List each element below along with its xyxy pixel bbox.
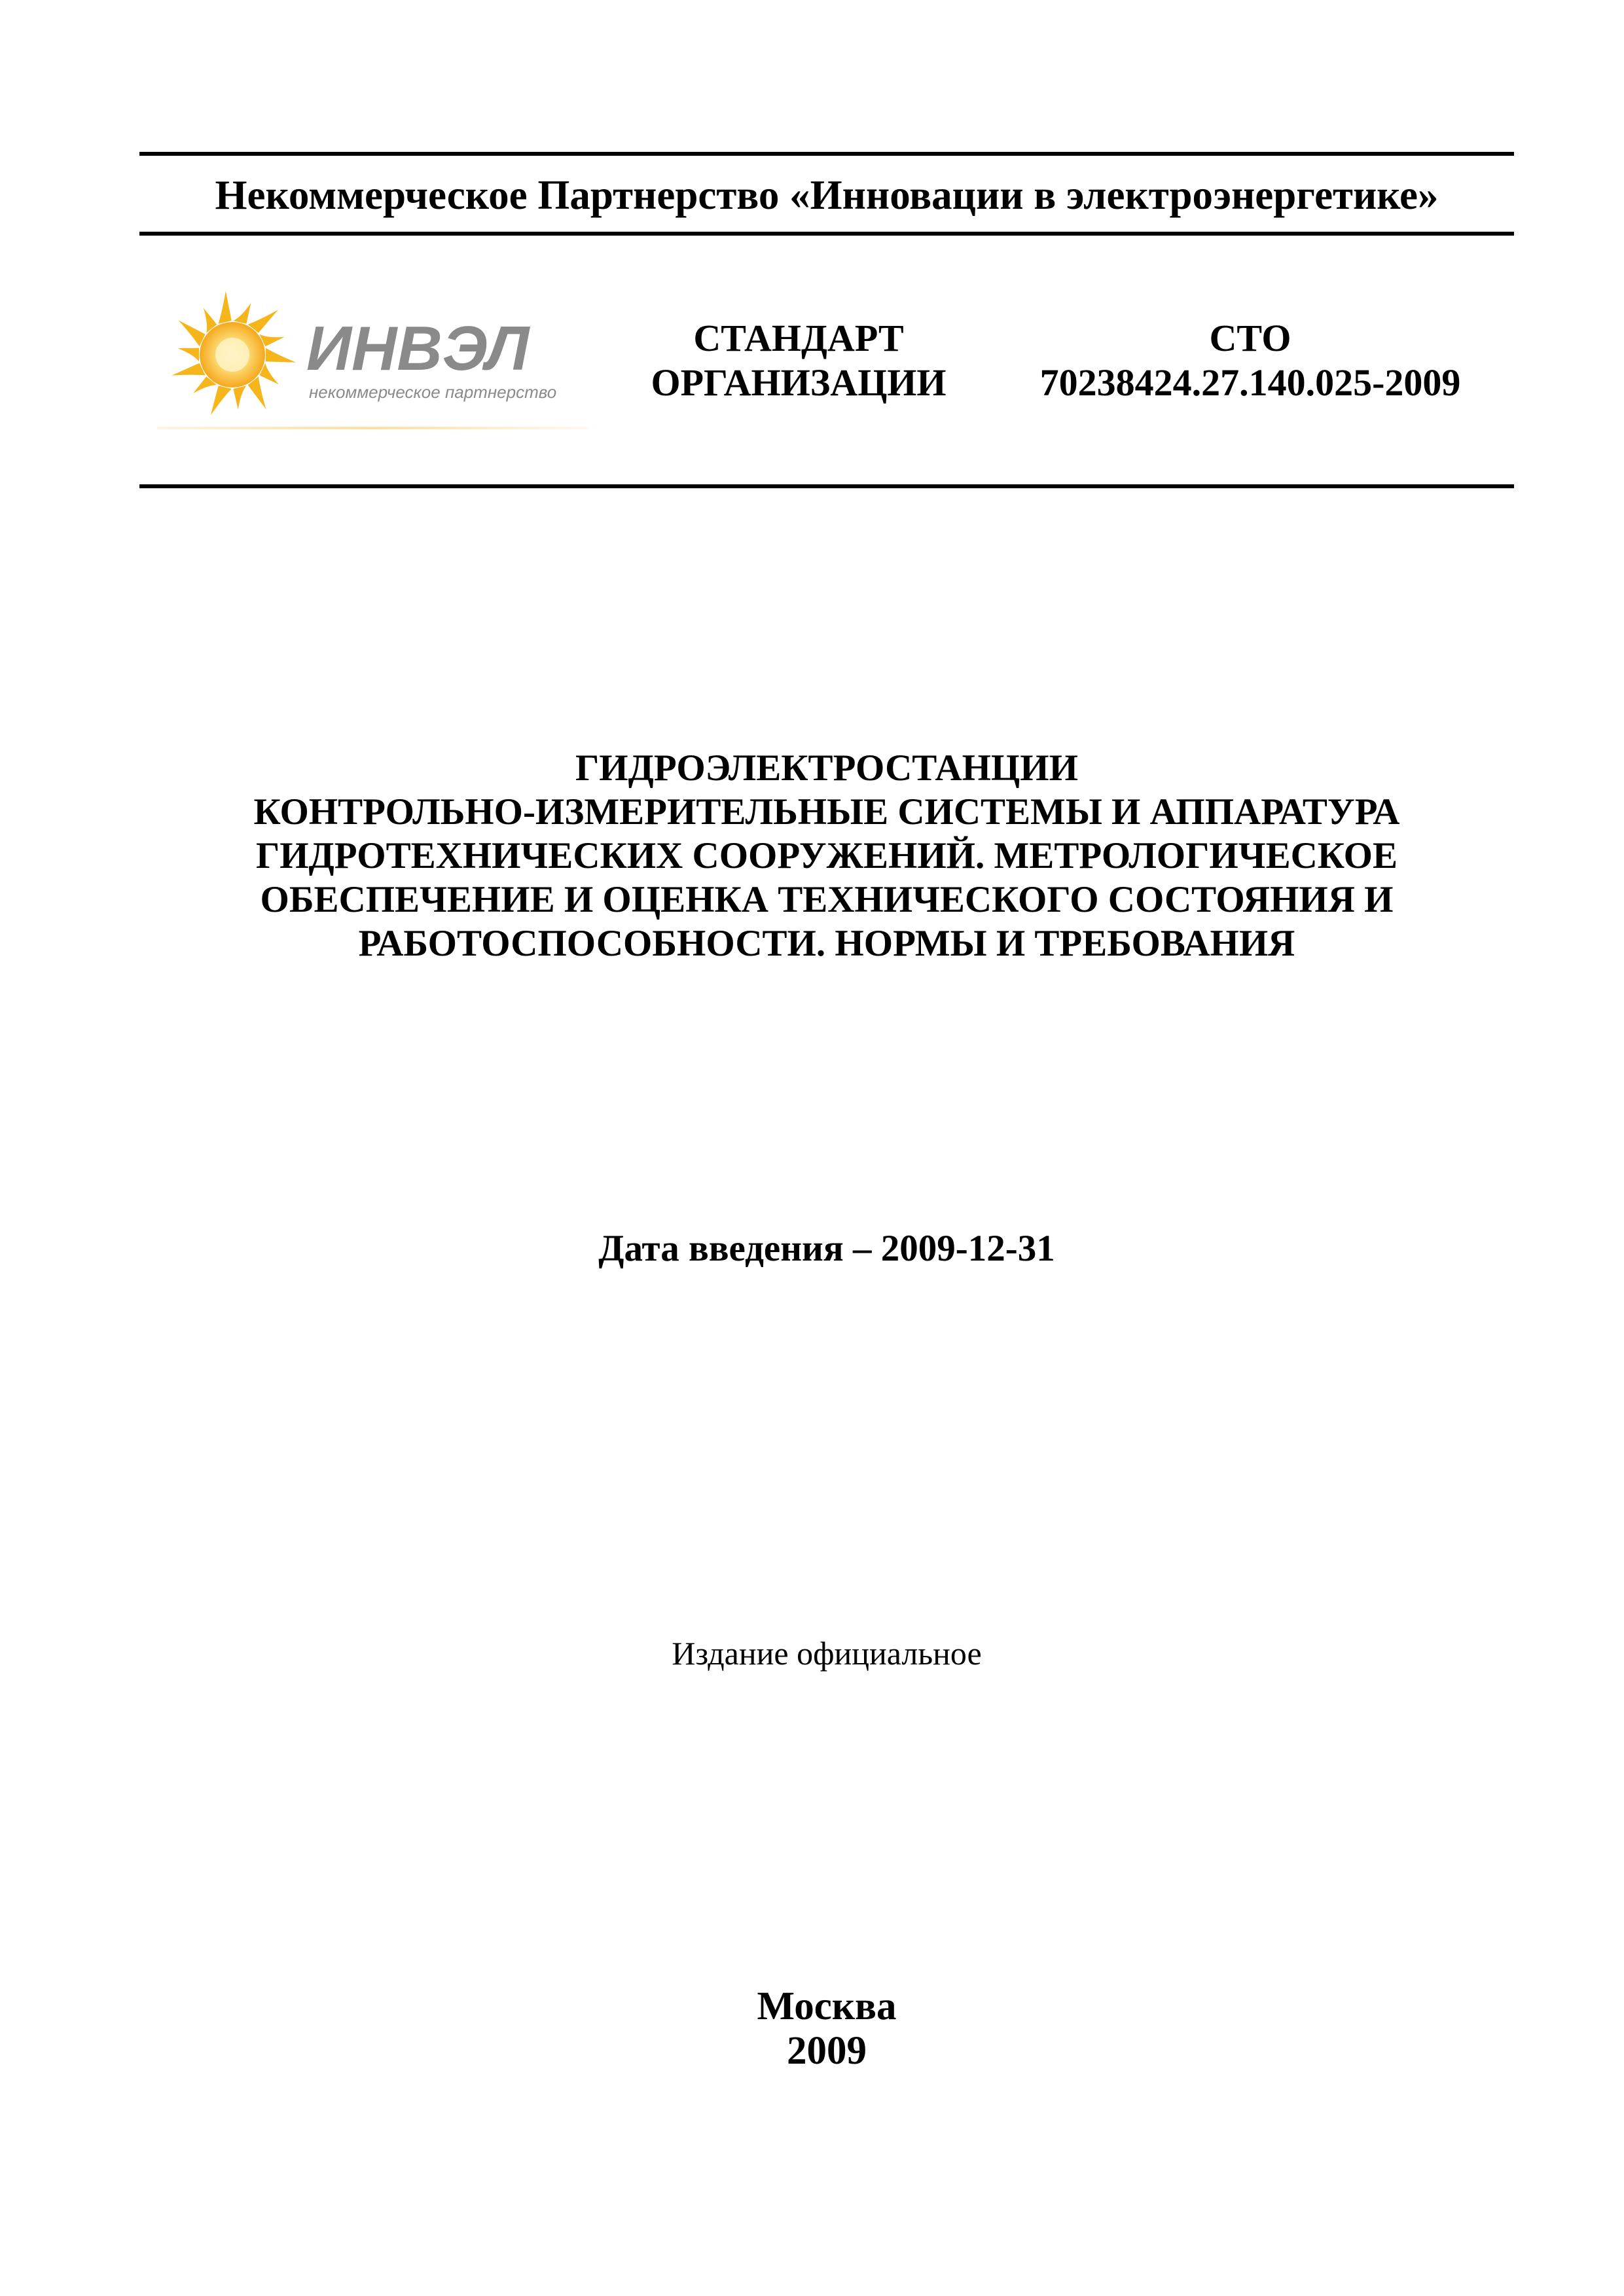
sun-ray [233, 303, 251, 324]
header-top-rule [139, 152, 1514, 156]
sun-ray [266, 348, 296, 363]
standard-kind [628, 316, 969, 405]
sun-ray [178, 348, 199, 362]
sun-ray [211, 386, 232, 415]
document-title [139, 746, 1514, 965]
sun-ray [233, 386, 246, 409]
invel-logo [157, 281, 589, 439]
logo-wordmark: ИНВЭЛ [306, 314, 530, 384]
sun-ray [178, 320, 205, 346]
title-line: ГИДРОТЕХНИЧЕСКИХ СООРУЖЕНИЙ. МЕТРОЛОГИЧЕСКОЕ [255, 835, 1398, 876]
standard-kind-line2: ОРГАНИЗАЦИИ [651, 361, 947, 404]
city: Москва [757, 1984, 897, 2028]
introduction-date: Дата введения – 2009-12-31 [598, 1228, 1055, 1269]
title-line: ГИДРОЭЛЕКТРОСТАНЦИИ [575, 747, 1078, 789]
standard-code [1021, 316, 1479, 405]
title-line: РАБОТОСПОСОБНОСТИ. НОРМЫ И ТРЕБОВАНИЯ [358, 923, 1295, 964]
title-line: КОНТРОЛЬНО-ИЗМЕРИТЕЛЬНЫЕ СИСТЕМЫ И АППАРАТУРА [253, 791, 1400, 833]
standard-code-line1: СТО [1209, 317, 1291, 359]
header-bottom-rule [139, 232, 1514, 236]
logo-tagline: некоммерческое партнерство [309, 382, 557, 402]
edition-note: Издание официальное [672, 1635, 982, 1672]
place-and-year [139, 1984, 1514, 2073]
organization-name: Некоммерческое Партнерство «Инновации в электроэнергетике» [215, 172, 1439, 218]
standard-kind-line1: СТАНДАРТ [693, 317, 904, 359]
year: 2009 [787, 2029, 867, 2073]
standard-code-line2: 70238424.27.140.025-2009 [1039, 361, 1461, 404]
sun-ray [171, 363, 205, 376]
sun-ray [219, 291, 232, 324]
sun-logo-icon [157, 281, 589, 439]
header-section-rule [139, 484, 1514, 488]
title-line: ОБЕСПЕЧЕНИЕ И ОЦЕНКА ТЕХНИЧЕСКОГО СОСТОЯНИЯ И [260, 879, 1394, 920]
